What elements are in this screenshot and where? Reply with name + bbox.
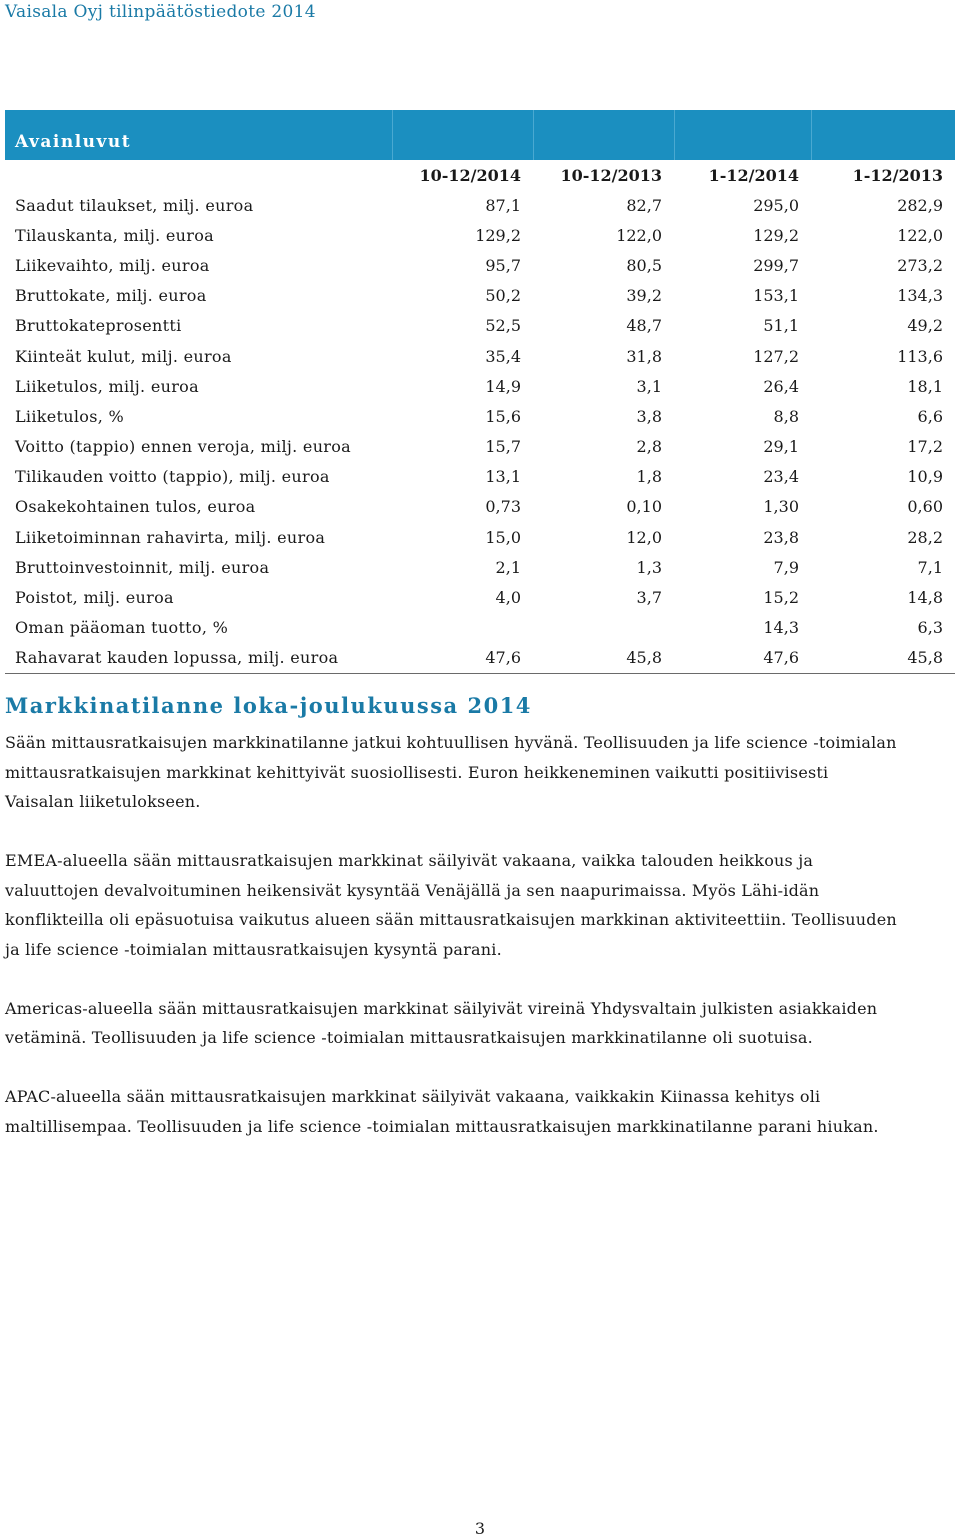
- column-header-row: [5, 160, 955, 190]
- row-value: [533, 613, 674, 643]
- row-value: 1,30: [763, 497, 799, 517]
- paragraph-line: Americas-alueella sään mittausratkaisujen markkinat säilyivät vireinä Yhdysvaltain julkisten asiakkaiden: [5, 998, 878, 1018]
- row-value: 49,2: [907, 316, 943, 336]
- row-label: Poistot, milj. euroa: [15, 588, 174, 608]
- row-value: 134,3: [897, 286, 943, 306]
- row-value: 1,8: [636, 467, 662, 487]
- column-header-empty: [5, 160, 392, 190]
- row-value: 14,8: [907, 588, 943, 608]
- row-label: Kiinteät kulut, milj. euroa: [15, 346, 232, 366]
- row-value: 6,3: [917, 618, 943, 638]
- row-value: 39,2: [626, 286, 662, 306]
- row-value: 31,8: [626, 346, 662, 366]
- table-row: [5, 401, 955, 431]
- section-title: Markkinatilanne loka-joulukuussa 2014: [5, 693, 532, 718]
- row-label: Voitto (tappio) ennen veroja, milj. euroa: [15, 437, 352, 457]
- row-value: 15,0: [485, 527, 521, 547]
- row-value: 29,1: [763, 437, 799, 457]
- paragraph-line: vetäminä. Teollisuuden ja life science -toimialan mittausratkaisujen markkinatilanne oli suotuisa.: [5, 1028, 813, 1047]
- table-row: [5, 462, 955, 492]
- row-label: Liiketulos, %: [15, 406, 124, 426]
- table-row: [5, 220, 955, 250]
- row-value: 18,1: [907, 376, 943, 396]
- row-value: 273,2: [897, 255, 943, 275]
- row-label: Saadut tilaukset, milj. euroa: [15, 195, 254, 215]
- row-value: 23,4: [763, 467, 799, 487]
- row-value: 8,8: [773, 406, 799, 426]
- table-row: [5, 371, 955, 401]
- row-value: 122,0: [616, 225, 662, 245]
- document-header: Vaisala Oyj tilinpäätöstiedote 2014: [5, 2, 316, 22]
- paragraph-line: EMEA-alueella sään mittausratkaisujen markkinat säilyivät vakaana, vaikka talouden heikkous ja: [5, 851, 814, 870]
- column-header: 10-12/2013: [560, 165, 662, 185]
- table-body: [5, 190, 955, 674]
- paragraph-line: Vaisalan liiketulokseen.: [5, 792, 201, 811]
- row-value: 26,4: [763, 376, 799, 396]
- row-label: Tilikauden voitto (tappio), milj. euroa: [15, 467, 330, 487]
- section-paragraphs: [5, 728, 960, 1171]
- row-value: 7,1: [917, 557, 943, 577]
- paragraph: [5, 846, 960, 964]
- paragraph-line: maltillisempaa. Teollisuuden ja life science -toimialan mittausratkaisujen markkinatilanne parani hiukan.: [5, 1116, 879, 1136]
- table-row: [5, 341, 955, 371]
- paragraph-line: APAC-alueella sään mittausratkaisujen markkinat säilyivät vakaana, vaikkakin Kiinassa kehitys oli: [5, 1087, 821, 1106]
- table-row: [5, 250, 955, 280]
- row-label: Liiketulos, milj. euroa: [15, 376, 199, 396]
- row-label: Liikevaihto, milj. euroa: [15, 255, 210, 275]
- row-value: 45,8: [533, 643, 674, 674]
- table-row: [5, 582, 955, 612]
- paragraph-line: ja life science -toimialan mittausratkaisujen kysyntä parani.: [5, 939, 502, 959]
- row-value: 45,8: [811, 643, 955, 674]
- paragraph: [5, 994, 960, 1053]
- table-row: [5, 522, 955, 552]
- row-value: 129,2: [753, 225, 799, 245]
- table-row: [5, 432, 955, 462]
- column-header: 10-12/2014: [419, 165, 521, 185]
- column-header: 1-12/2014: [708, 165, 799, 185]
- row-value: 87,1: [485, 195, 521, 215]
- title-cell: [674, 110, 811, 160]
- row-value: 7,9: [773, 557, 799, 577]
- table-title: Avainluvut: [5, 110, 392, 160]
- row-value: [392, 613, 533, 643]
- row-value: 0,60: [907, 497, 943, 517]
- row-label: Bruttoinvestoinnit, milj. euroa: [15, 557, 270, 577]
- row-value: 51,1: [763, 316, 799, 336]
- row-label: Osakekohtainen tulos, euroa: [15, 497, 256, 517]
- row-value: 282,9: [897, 195, 943, 215]
- row-value: 23,8: [763, 527, 799, 547]
- title-cell: [392, 110, 533, 160]
- row-value: 17,2: [907, 437, 943, 457]
- paragraph-line: Sään mittausratkaisujen markkinatilanne jatkui kohtuullisen hyvänä. Teollisuuden ja life science -toimialan: [5, 733, 897, 752]
- paragraph-line: mittausratkaisujen markkinat kehittyivät suosiollisesti. Euron heikkeneminen vaikutti positiivisesti: [5, 762, 829, 782]
- row-value: 295,0: [753, 195, 799, 215]
- row-value: 48,7: [626, 316, 662, 336]
- row-value: 127,2: [753, 346, 799, 366]
- paragraph: [5, 728, 960, 817]
- row-label: Oman pääoman tuotto, %: [15, 618, 229, 638]
- row-value: 113,6: [897, 346, 943, 366]
- table-row: [5, 492, 955, 522]
- row-value: 12,0: [626, 527, 662, 547]
- row-value: 2,1: [495, 557, 521, 577]
- row-value: 4,0: [495, 588, 521, 608]
- row-value: 3,1: [636, 376, 662, 396]
- row-value: 6,6: [917, 406, 943, 426]
- table-row: [5, 311, 955, 341]
- row-label: Bruttokateprosentti: [15, 316, 182, 336]
- column-header: 1-12/2013: [852, 165, 943, 185]
- row-value: 80,5: [626, 255, 662, 275]
- row-value: 153,1: [753, 286, 799, 306]
- row-label: Bruttokate, milj. euroa: [15, 286, 207, 306]
- row-value: 52,5: [485, 316, 521, 336]
- row-value: 47,6: [674, 643, 811, 674]
- row-value: 0,73: [485, 497, 521, 517]
- row-value: 28,2: [907, 527, 943, 547]
- row-value: 50,2: [485, 286, 521, 306]
- row-value: 299,7: [753, 255, 799, 275]
- table-row: [5, 552, 955, 582]
- row-value: 82,7: [626, 195, 662, 215]
- row-label: Rahavarat kauden lopussa, milj. euroa: [5, 643, 392, 674]
- row-value: 3,7: [636, 588, 662, 608]
- row-value: 14,3: [763, 618, 799, 638]
- title-cell: [533, 110, 674, 160]
- key-figures-table-container: [5, 110, 955, 674]
- row-value: 2,8: [636, 437, 662, 457]
- row-value: 15,6: [485, 406, 521, 426]
- row-value: 0,10: [626, 497, 662, 517]
- paragraph-line: valuuttojen devalvoituminen heikensivät kysyntää Venäjällä ja sen naapurimaissa. Myös Lähi-idän: [5, 880, 820, 900]
- table-row: [5, 613, 955, 643]
- row-value: 3,8: [636, 406, 662, 426]
- row-value: 13,1: [485, 467, 521, 487]
- row-label: Liiketoiminnan rahavirta, milj. euroa: [15, 527, 326, 547]
- table-title-row: [5, 110, 955, 160]
- title-cell: [811, 110, 955, 160]
- table-row: [5, 190, 955, 220]
- page-number: 3: [474, 1519, 486, 1538]
- paragraph-line: konflikteilla oli epäsuotuisa vaikutus alueen sään mittausratkaisujen markkinan aktiviteettiin. Teollisuuden: [5, 910, 897, 929]
- row-value: 10,9: [907, 467, 943, 487]
- row-value: 14,9: [485, 376, 521, 396]
- table-row: [5, 281, 955, 311]
- row-value: 122,0: [897, 225, 943, 245]
- key-figures-table: [5, 110, 955, 674]
- row-value: 1,3: [636, 557, 662, 577]
- row-value: 129,2: [475, 225, 521, 245]
- row-value: 15,7: [485, 437, 521, 457]
- row-label: Tilauskanta, milj. euroa: [15, 225, 214, 245]
- paragraph: [5, 1082, 960, 1141]
- row-value: 35,4: [485, 346, 521, 366]
- row-value: 95,7: [485, 255, 521, 275]
- row-value: 15,2: [763, 588, 799, 608]
- table-row: [5, 643, 955, 674]
- row-value: 47,6: [392, 643, 533, 674]
